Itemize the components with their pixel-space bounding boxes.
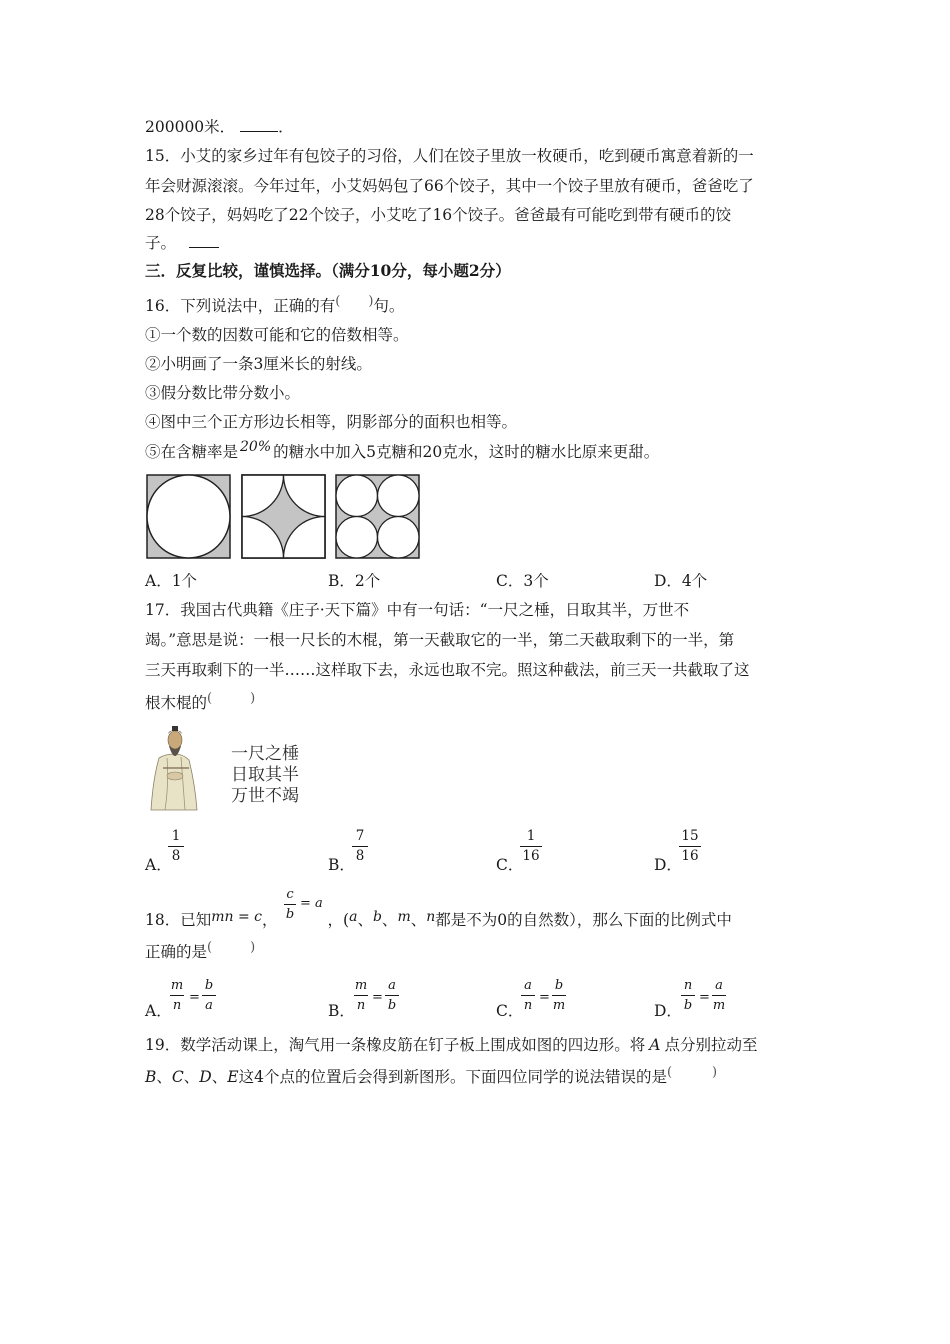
fraction-denominator: n [172,998,182,1013]
square-four-circles [336,475,419,558]
q15-line-1: 15．小艾的家乡过年有包饺子的习俗，人们在饺子里放一枚硬币，吃到硬币寓意着新的一 [145,147,754,165]
answer-blank [240,119,278,132]
q18-option-a-letter[interactable]: A． [145,1002,172,1020]
var-b: b [372,909,382,925]
q18-option-d-frac-right [712,978,726,1013]
fraction-denominator: m [712,998,726,1013]
q17-option-d-fraction [679,829,701,864]
fraction-numerator: 1 [171,828,181,844]
q16-item-2: ②小明画了一条3厘米长的射线。 [145,355,372,373]
q16-stem-pre: 16．下列说法中，正确的有 [145,297,336,315]
fraction-numerator: c [286,887,294,902]
q17-option-b-letter[interactable]: B． [328,856,355,874]
fraction-denominator: 16 [681,848,699,864]
q17-line-1: 17．我国古代典籍《庄子·天下篇》中有一句话：“一尺之棰，日取其半，万世不 [145,601,690,619]
q18-option-d-letter[interactable]: D． [654,1002,682,1020]
q18-vars-pre: ，( [327,911,350,929]
separator: 、 [381,911,398,929]
separator: 、 [357,911,373,929]
fraction-numerator: m [170,978,184,993]
q19-line-1-pre: 19．数学活动课上，淘气用一条橡皮筋在钉子板上围成如图的四边形。将 [145,1036,646,1054]
q16-stem [145,296,404,318]
fraction-denominator: n [356,998,366,1013]
q18-comma: ， [262,911,278,929]
fraction-denominator: b [285,907,295,922]
q18-option-c-letter[interactable]: C． [496,1002,524,1020]
fraction-numerator: a [524,978,532,993]
equals-sign: = [699,990,710,1005]
q19-paren-open: ( [666,1065,673,1080]
quote-line-3: 万世不竭 [231,786,299,806]
q17-line-2: 竭。”意思是说：一根一尺长的木棍，第一天截取它的一半，第二天截取剩下的一半，第 [145,631,735,649]
three-squares-figure [146,474,422,560]
q17-paren-open: ( [207,691,213,706]
q17-option-c-fraction [520,829,542,864]
q17-option-a-letter[interactable]: A． [145,856,172,874]
q16-option-b[interactable]: B．2个 [328,572,381,590]
q19-line-1-post: 点分别拉动至 [664,1036,758,1054]
q17-paren-close: ) [250,691,256,706]
fraction-numerator: b [204,978,214,993]
q17-line-3: 三天再取剩下的一半……这样取下去，永远也取不完。照这种截法，前三天一共截取了这 [145,661,750,679]
q17-option-b-fraction [352,829,368,864]
point-b: B [145,1068,157,1086]
q16-item-5-post: 的糖水中加入5克糖和20克水，这时的糖水比原来更甜。 [273,443,660,461]
q17-line-4-text: 根木棍的 [145,694,208,712]
q17-option-c-letter[interactable]: C． [496,856,524,874]
fraction-denominator: b [387,998,397,1013]
q16-option-a[interactable]: A．1个 [145,572,198,590]
q16-item-3: ③假分数比带分数小。 [145,384,301,402]
fraction-denominator: b [683,998,693,1013]
q16-item-1: ①一个数的因数可能和它的倍数相等。 [145,326,409,344]
q18-pre: 18．已知 [145,911,212,929]
q17-option-d-letter[interactable]: D． [654,856,682,874]
q18-paren-close: ) [250,940,256,955]
zhuangzi-portrait [145,724,207,814]
fraction-numerator: 7 [355,828,365,844]
q19-line-2 [145,1067,717,1089]
zhuangzi-quote [231,744,299,807]
quote-line-1: 一尺之棰 [231,744,299,764]
square-inscribed-circle [147,475,230,558]
q18-option-a-frac-left [170,978,184,1013]
fraction-numerator: m [354,978,368,993]
q18-paren-open: ( [207,940,213,955]
q16-paren-open: ( [335,294,341,309]
q15-line-2: 年会财源滚滚。今年过年，小艾妈妈包了66个饺子，其中一个饺子里放有硬币，爸爸吃了 [145,177,754,195]
q16-item-5-pre: ⑤在含糖率是 [145,443,239,461]
q16-option-c[interactable]: C．3个 [496,572,549,590]
section-3-heading: 三．反复比较，谨慎选择。（满分10分，每小题2分） [145,261,511,280]
point-e: E [227,1068,239,1086]
point-c: C [171,1068,184,1086]
q18-option-c-frac-left [521,978,535,1013]
answer-blank [189,235,219,248]
q17-line-4 [145,693,255,715]
fraction-numerator: b [554,978,564,993]
q15-line-4 [145,233,219,253]
separator: 、 [410,911,427,929]
q18-line-2 [145,942,255,964]
q18-option-d-frac-left [681,978,695,1013]
q17-option-a-fraction [168,829,184,864]
q15-line-4-text: 子。 [145,234,177,252]
var-m: m [397,909,411,925]
q18-fraction-c-b [284,887,296,922]
q19-paren-close: ) [712,1065,718,1080]
fraction-denominator: 8 [355,848,365,864]
q19-line-1 [145,1035,757,1055]
q14-tail-text: 200000米． [145,118,236,136]
q14-tail-after: ． [278,118,294,136]
q18-option-c-frac-right [552,978,566,1013]
q18-option-b-frac-left [354,978,368,1013]
var-a: a [349,909,358,925]
square-quarter-circles [242,475,325,558]
point-a: A [649,1036,661,1054]
var-n: n [426,909,436,925]
q19-line-2-post: 这4个点的位置后会得到新图形。下面四位同学的说法错误的是 [238,1068,667,1086]
separator: 、 [156,1068,172,1086]
q18-option-b-frac-right [385,978,399,1013]
fraction-numerator: 1 [526,828,536,844]
q18-line-2-text: 正确的是 [145,943,208,961]
q16-paren-close: ) [368,294,374,309]
q18-fraction-equals-a: = a [300,896,323,911]
fraction-denominator: 16 [522,848,540,864]
percent-value: 20% [240,439,272,455]
q16-stem-post: 句。 [373,297,405,315]
fraction-denominator: 8 [171,848,181,864]
fraction-numerator: n [683,978,693,993]
fraction-numerator: a [715,978,723,993]
equals-sign: = [189,990,200,1005]
q15-line-3: 28个饺子，妈妈吃了22个饺子，小艾吃了16个饺子。爸爸最有可能吃到带有硬币的饺 [145,206,732,224]
fraction-denominator: a [205,998,213,1013]
quote-line-2: 日取其半 [231,765,299,785]
q14-tail [145,117,294,137]
q16-option-d[interactable]: D．4个 [654,572,708,590]
separator: 、 [211,1068,228,1086]
separator: 、 [183,1068,200,1086]
fraction-denominator: n [523,998,533,1013]
q18-line-1 [145,910,732,931]
q16-item-5 [145,439,660,463]
q16-item-4: ④图中三个正方形边长相等，阴影部分的面积也相等。 [145,413,518,431]
equals-sign: = [539,990,550,1005]
fraction-numerator: a [388,978,396,993]
fraction-denominator: m [552,998,566,1013]
point-d: D [199,1068,212,1086]
fraction-numerator: 15 [681,828,699,844]
equals-sign: = [372,990,383,1005]
q18-post: 都是不为0的自然数），那么下面的比例式中 [435,911,732,929]
equation-mn-c: mn = c [211,909,262,925]
q18-option-a-frac-right [202,978,216,1013]
q18-option-b-letter[interactable]: B． [328,1002,355,1020]
